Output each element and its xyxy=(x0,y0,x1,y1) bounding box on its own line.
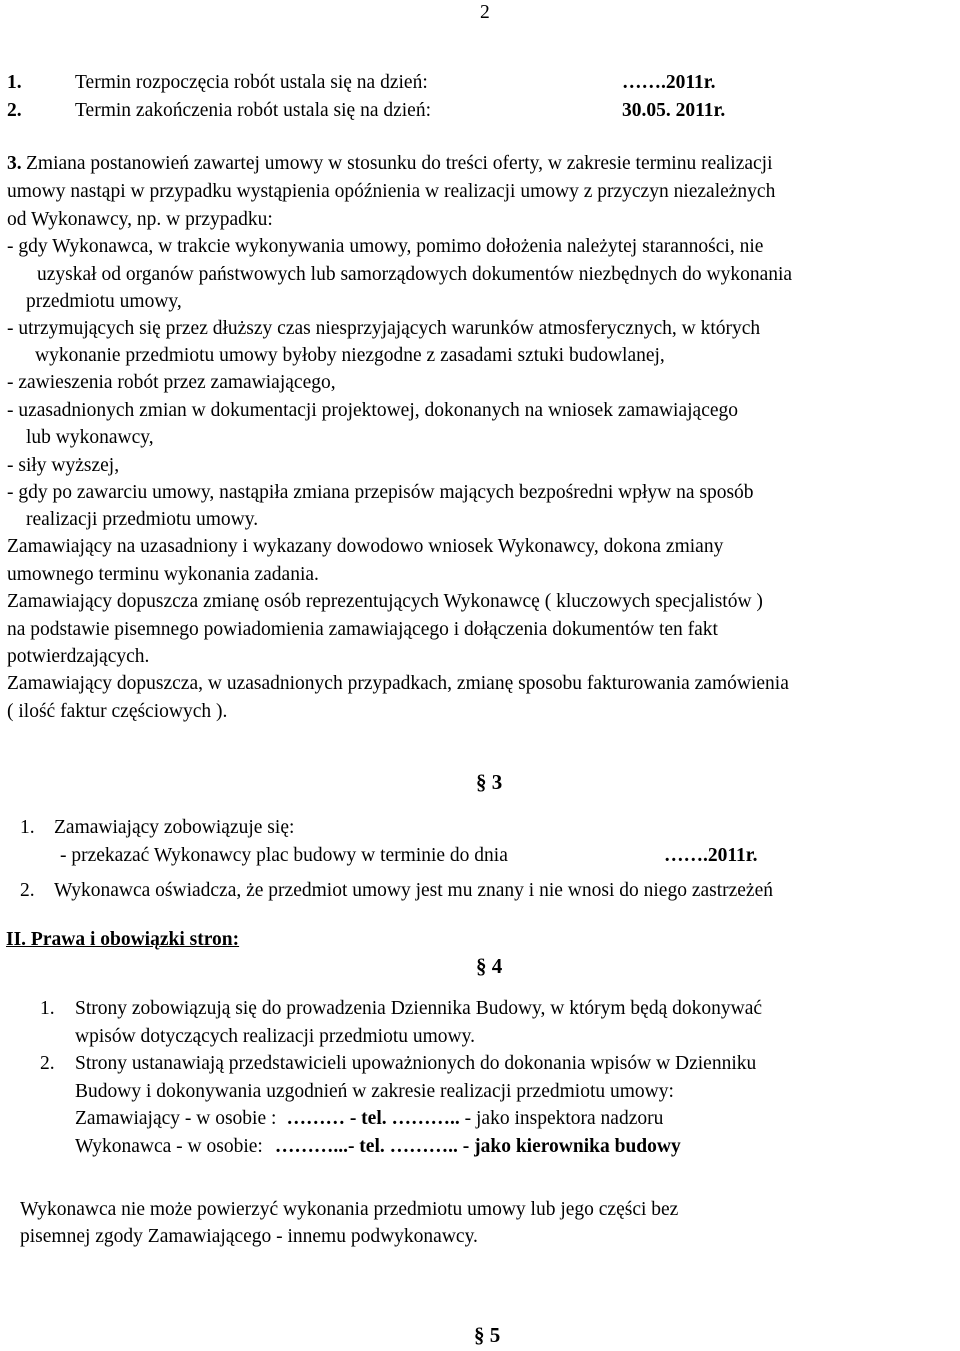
section-4-item-2-line: Budowy i dokonywania uzgodnień w zakresie realizacji przedmiotu umowy: xyxy=(75,1081,674,1102)
section-5-heading: § 5 xyxy=(474,1323,501,1347)
section-4-heading: § 4 xyxy=(476,954,503,978)
term-2-text: Termin zakończenia robót ustala się na dzień: xyxy=(75,100,431,121)
representative-1 xyxy=(75,1109,663,1129)
paragraph-line: potwierdzających. xyxy=(7,646,150,667)
bullet-line: uzyskał od organów państwowych lub samorządowych dokumentów niezbędnych do wykonania xyxy=(37,264,793,285)
paragraph-line: Zamawiający dopuszcza, w uzasadnionych przypadkach, zmianę sposobu fakturowania zamówienia xyxy=(7,673,789,694)
bullet-line: - gdy po zawarciu umowy, nastąpiła zmiana przepisów mających bezpośredni wpływ na sposób xyxy=(7,482,754,503)
paragraph-line: na podstawie pisemnego powiadomienia zamawiającego i dołączenia dokumentów ten fakt xyxy=(7,619,718,640)
paragraph-line: Zamawiający dopuszcza zmianę osób reprezentujących Wykonawcę ( kluczowych specjalistów ) xyxy=(7,591,763,612)
point-3-number: 3. xyxy=(7,153,22,174)
representative-1-label: Zamawiający - w osobie : xyxy=(75,1108,277,1129)
section-3-item-2-text: Wykonawca oświadcza, że przedmiot umowy jest mu znany i nie wnosi do niego zastrzeżeń xyxy=(54,880,773,901)
section-3-heading: § 3 xyxy=(476,770,503,794)
bullet-line: realizacji przedmiotu umowy. xyxy=(26,509,259,530)
bullet-line: przedmiotu umowy, xyxy=(26,291,182,312)
point-3-line: od Wykonawcy, np. w przypadku: xyxy=(7,209,273,230)
bullet-line: wykonanie przedmiotu umowy byłoby niezgodne z zasadami sztuki budowlanej, xyxy=(35,345,665,366)
closing-line: Wykonawca nie może powierzyć wykonania przedmiotu umowy lub jego części bez xyxy=(20,1199,679,1220)
representative-2-label: Wykonawca - w osobie: xyxy=(75,1136,263,1157)
term-2-date: 30.05. 2011r. xyxy=(622,100,726,121)
representative-2 xyxy=(75,1137,681,1157)
section-4-item-1-number: 1. xyxy=(40,998,55,1019)
bullet-line: - utrzymujących się przez dłuższy czas niesprzyjających warunków atmosferycznych, w których xyxy=(7,318,761,339)
section-3-item-1-text: Zamawiający zobowiązuje się: xyxy=(54,817,295,838)
representative-2-role: - jako kierownika budowy xyxy=(457,1136,681,1157)
paragraph-line: umownego terminu wykonania zadania. xyxy=(7,564,319,585)
section-3-item-1-sub: - przekazać Wykonawcy plac budowy w terminie do dnia xyxy=(60,845,508,866)
bullet-line: lub wykonawcy, xyxy=(26,427,154,448)
point-3-line: Zmiana postanowień zawartej umowy w stosunku do treści oferty, w zakresie terminu realizacji xyxy=(26,153,773,174)
section-3-item-1-date: …….2011r. xyxy=(664,845,758,866)
part-2-heading: II. Prawa i obowiązki stron: xyxy=(6,929,240,950)
closing-line: pisemnej zgody Zamawiającego - innemu podwykonawcy. xyxy=(20,1226,478,1247)
representative-2-name: ………...- tel. ……….. xyxy=(274,1136,458,1157)
paragraph-line: ( ilość faktur częściowych ). xyxy=(7,701,228,722)
point-3-line: umowy nastąpi w przypadku wystąpienia opóźnienia w realizacji umowy z przyczyn niezależnych xyxy=(7,181,776,202)
term-1-number: 1. xyxy=(7,72,22,93)
term-1-text: Termin rozpoczęcia robót ustala się na dzień: xyxy=(75,72,428,93)
section-3-item-2-number: 2. xyxy=(20,880,35,901)
section-4-item-1-line: Strony zobowiązują się do prowadzenia Dziennika Budowy, w którym będą dokonywać xyxy=(75,998,763,1019)
term-2-number: 2. xyxy=(7,100,22,121)
bullet-line: - siły wyższej, xyxy=(7,455,120,476)
section-4-item-2-line: Strony ustanawiają przedstawicieli upoważnionych do dokonania wpisów w Dzienniku xyxy=(75,1053,757,1074)
section-4-item-1-line: wpisów dotyczących realizacji przedmiotu umowy. xyxy=(75,1026,475,1047)
paragraph-line: Zamawiający na uzasadniony i wykazany dowodowo wniosek Wykonawcy, dokona zmiany xyxy=(7,536,724,557)
bullet-line: - zawieszenia robót przez zamawiającego, xyxy=(7,372,336,393)
bullet-line: - gdy Wykonawca, w trakcie wykonywania umowy, pomimo dołożenia należytej staranności, nie xyxy=(7,236,764,257)
section-4-item-2-number: 2. xyxy=(40,1053,55,1074)
page-number: 2 xyxy=(480,2,490,23)
term-1-date: …….2011r. xyxy=(622,72,716,93)
section-3-item-1-number: 1. xyxy=(20,817,35,838)
representative-1-role: - jako inspektora nadzoru xyxy=(459,1108,664,1129)
bullet-line: - uzasadnionych zmian w dokumentacji projektowej, dokonanych na wniosek zamawiającego xyxy=(7,400,739,421)
representative-1-name: ……… - tel. ……….. xyxy=(286,1108,460,1129)
